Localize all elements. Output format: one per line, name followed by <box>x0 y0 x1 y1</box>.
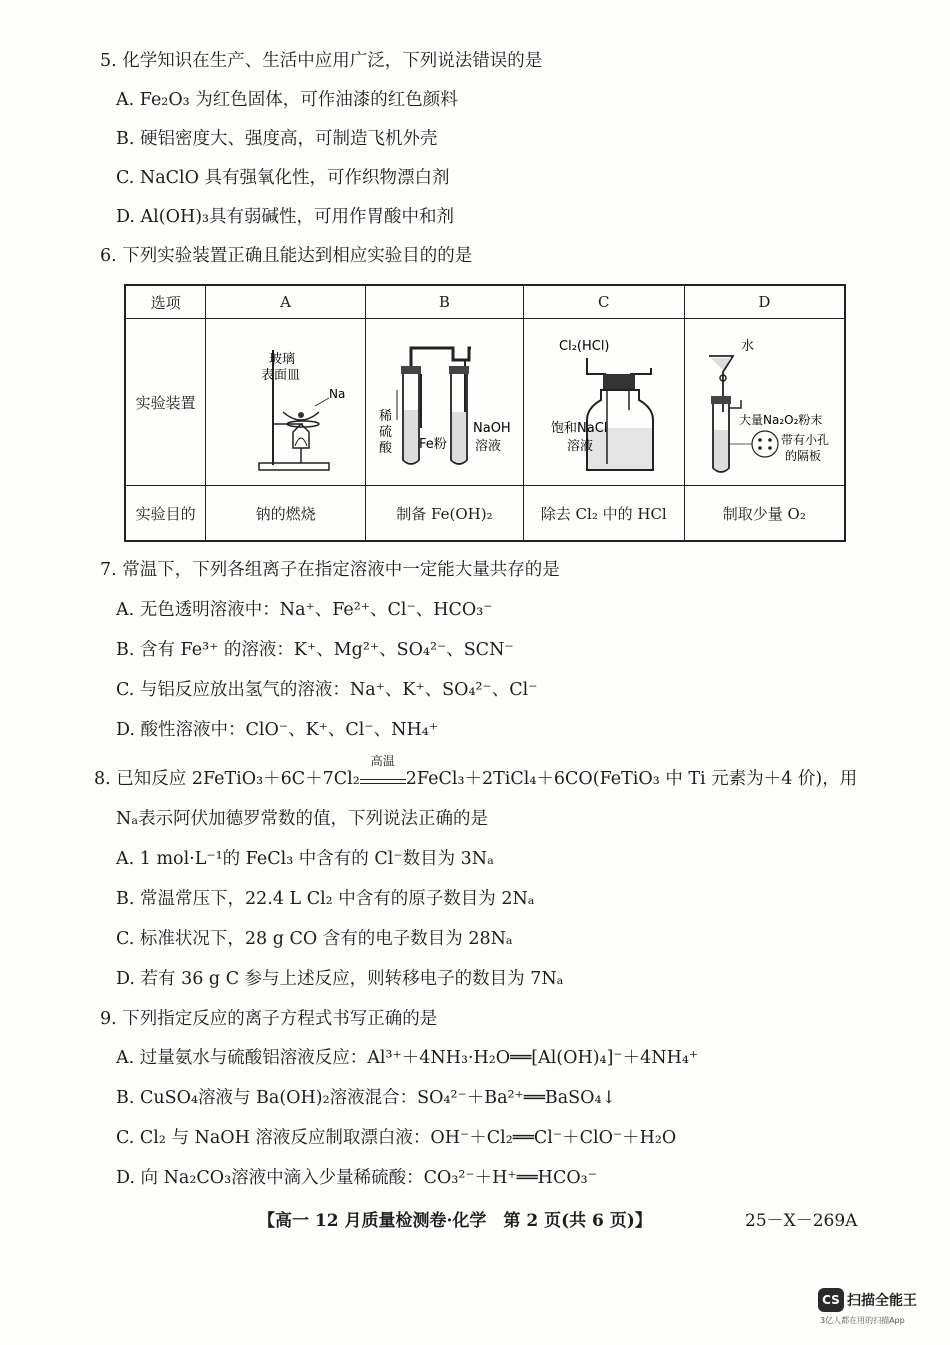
fig-c-label-2: 饱和NaCl <box>550 421 608 436</box>
q8-stem <box>94 754 858 790</box>
q7-option-c: C. 与铝反应放出氢气的溶液：Na⁺、K⁺、SO₄²⁻、Cl⁻ <box>116 680 538 700</box>
q8-condition: 高温 <box>370 754 395 768</box>
apparatus-c-figure <box>529 320 679 480</box>
fig-d-label-3: 带有小孔 <box>781 433 830 447</box>
fig-b-label-2: 硫 <box>379 425 393 440</box>
q8-option-a: A. 1 mol·L⁻¹的 FeCl₃ 中含有的 Cl⁻数目为 3Nₐ <box>116 849 494 869</box>
q5-option-d: D. Al(OH)₃具有弱碱性，可用作胃酸中和剂 <box>116 207 455 227</box>
q8-condition-arrow <box>360 754 406 784</box>
exam-code: 25－X－269A <box>745 1211 858 1231</box>
table-header-c: C <box>523 285 684 319</box>
fig-d-label-1: 水 <box>741 339 755 354</box>
q9-option-d: D. 向 Na₂CO₃溶液中滴入少量稀硫酸：CO₃²⁻＋H⁺══HCO₃⁻ <box>116 1168 597 1188</box>
q6-stem: 6. 下列实验装置正确且能达到相应实验目的的是 <box>100 246 473 266</box>
apparatus-b <box>366 319 524 486</box>
q9-option-b: B. CuSO₄溶液与 Ba(OH)₂溶液混合：SO₄²⁻＋Ba²⁺══BaSO₄↓ <box>116 1088 617 1108</box>
q8-stem-post: 2FeCl₃＋2TiCl₄＋6CO(FeTiO₃ 中 Ti 元素为＋4 价)，用 <box>405 769 858 789</box>
apparatus-row-label: 实验装置 <box>125 319 206 486</box>
fig-d-label-2: 大量Na₂O₂粉末 <box>739 413 823 427</box>
q5-option-a: A. Fe₂O₃ 为红色固体，可作油漆的红色颜料 <box>116 90 458 110</box>
goal-a: 钠的燃烧 <box>206 486 366 542</box>
scanner-app-name: 扫描全能王 <box>847 1293 917 1309</box>
q8-option-b: B. 常温常压下，22.4 L Cl₂ 中含有的原子数目为 2Nₐ <box>116 889 535 909</box>
cs-logo-icon: CS <box>818 1288 844 1312</box>
fig-d-label-4: 的隔板 <box>785 449 822 463</box>
goal-b: 制备 Fe(OH)₂ <box>366 486 524 542</box>
q8-option-c: C. 标准状况下，28 g CO 含有的电子数目为 28Nₐ <box>116 929 513 949</box>
q9-option-c: C. Cl₂ 与 NaOH 溶液反应制取漂白液：OH⁻＋Cl₂══Cl⁻＋ClO⁻＋H₂O <box>116 1128 677 1148</box>
fig-c-label-3: 溶液 <box>566 439 593 454</box>
fig-b-label-5: NaOH <box>473 421 512 436</box>
apparatus-c <box>523 319 684 486</box>
apparatus-a-figure <box>211 320 361 480</box>
table-header-label: 选项 <box>125 285 206 319</box>
q5-option-b: B. 硬铝密度大、强度高，可制造飞机外壳 <box>116 129 438 149</box>
fig-b-label-6: 溶液 <box>475 439 502 454</box>
fig-a-label-1: 玻璃 <box>268 352 295 367</box>
scanner-watermark <box>818 1288 936 1326</box>
fig-b-label-4: Fe粉 <box>419 437 448 452</box>
table-header-d: D <box>684 285 845 319</box>
q8-option-d: D. 若有 36 g C 参与上述反应，则转移电子的数目为 7Nₐ <box>116 969 564 989</box>
apparatus-a <box>206 319 366 486</box>
page-footer-title: 【高一 12 月质量检测卷·化学 第 2 页(共 6 页)】 <box>258 1211 652 1231</box>
fig-c-label-1: Cl₂(HCl) <box>558 339 610 354</box>
table-header-a: A <box>206 285 366 319</box>
q9-option-a: A. 过量氨水与硫酸铝溶液反应：Al³⁺＋4NH₃·H₂O══[Al(OH)₄]⁻＋4NH₄⁺ <box>116 1048 699 1068</box>
q5-option-c: C. NaClO 具有强氧化性，可作织物漂白剂 <box>116 168 450 188</box>
q7-stem: 7. 常温下，下列各组离子在指定溶液中一定能大量共存的是 <box>100 560 560 580</box>
q8-stem-pre: 8. 已知反应 2FeTiO₃＋6C＋7Cl₂ <box>94 769 360 789</box>
q8-stem-2: Nₐ表示阿伏加德罗常数的值，下列说法正确的是 <box>116 809 489 829</box>
apparatus-d-figure <box>689 320 839 480</box>
q7-option-a: A. 无色透明溶液中：Na⁺、Fe²⁺、Cl⁻、HCO₃⁻ <box>116 600 493 620</box>
goal-c: 除去 Cl₂ 中的 HCl <box>523 486 684 542</box>
apparatus-b-figure <box>369 320 519 480</box>
fig-a-label-3: Na <box>328 387 345 401</box>
q5-stem: 5. 化学知识在生产、生活中应用广泛，下列说法错误的是 <box>100 51 543 71</box>
q9-stem: 9. 下列指定反应的离子方程式书写正确的是 <box>100 1009 438 1029</box>
fig-a-label-2: 表面皿 <box>260 368 300 383</box>
goal-row-label: 实验目的 <box>125 486 206 542</box>
q6-experiment-table <box>124 284 846 542</box>
q7-option-d: D. 酸性溶液中：ClO⁻、K⁺、Cl⁻、NH₄⁺ <box>116 720 438 740</box>
q7-option-b: B. 含有 Fe³⁺ 的溶液：K⁺、Mg²⁺、SO₄²⁻、SCN⁻ <box>116 640 514 660</box>
fig-b-label-1: 稀 <box>379 409 393 424</box>
table-header-b: B <box>366 285 524 319</box>
goal-d: 制取少量 O₂ <box>684 486 845 542</box>
fig-b-label-3: 酸 <box>379 441 393 456</box>
scanner-tagline: 3亿人都在用的扫描App <box>820 1316 905 1325</box>
apparatus-d <box>684 319 845 486</box>
